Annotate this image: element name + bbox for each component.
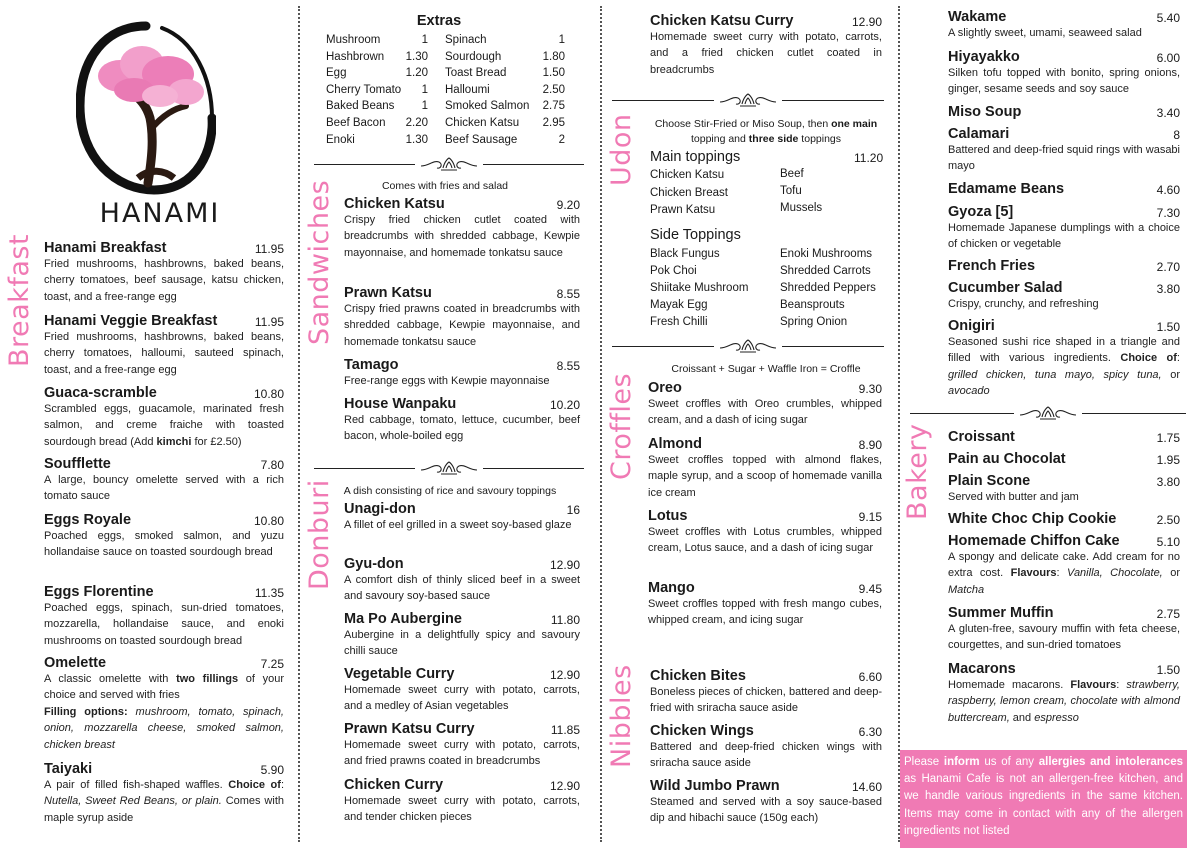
menu-item-white-choc-chip-cookie [948,511,1180,527]
item-price: 6.30 [858,725,882,739]
item-name: Plain Scone [948,473,1031,489]
item-name: Vegetable Curry [344,666,455,682]
item-price: 1.95 [1156,453,1180,467]
menu-item-soufflette [44,456,284,505]
item-desc: A slightly sweet, umami, seaweed salad [948,27,1142,39]
item-desc: Homemade sweet curry with potato, carrots, and a fried chicken cutlet coated in breadcrumbs [650,31,882,76]
item-price: 2.75 [1156,607,1180,621]
item-price: 14.60 [851,780,882,794]
croffles-note: Croissant + Sugar + Waffle Iron = Croffle [671,363,861,375]
item-desc: Seasoned sushi rice shaped in a triangle and filled with various ingredients. Choice of: grilled chicken, tuna mayo, spicy tuna, or avocado [948,336,1180,398]
item-name: Wakame [948,9,1007,25]
item-desc: Fried mushrooms, hashbrowns, baked beans, cherry tomatoes, beef sausage, katsu chicken, toast, and a free-range egg [44,258,284,303]
menu-item-homemade-chiffon-cake [948,533,1180,598]
extras-row: Cherry Tomato 1 [326,83,428,96]
item-name: Prawn Katsu Curry [344,721,475,737]
column-middle-left [300,0,600,848]
item-desc: Sweet croffles topped with almond flakes, maple syrup, and a scoop of homemade vanilla ice cream [648,454,882,499]
topping-item: Tofu [780,185,802,197]
item-price: 8.90 [858,438,882,452]
item-name: Onigiri [948,318,995,334]
menu-item-chicken-katsu [344,196,580,261]
item-name: Gyoza [5] [948,204,1014,220]
topping-item: Shredded Peppers [780,282,876,294]
menu-item-gyoza-5 [948,204,1180,253]
extras-row: Beef Bacon 2.20 [326,117,428,129]
item-price: 7.80 [260,458,284,472]
item-desc: Sweet croffles topped with fresh mango cubes, whipped cream, and icing sugar [648,598,882,627]
item-price: 16 [566,503,580,517]
item-desc: Fried mushrooms, hashbrowns, baked beans, cherry tomatoes, halloumi, sauteed spinach, toast, and a free-range egg [44,331,284,376]
menu-item-eggs-florentine [44,584,284,649]
item-name: Homemade Chiffon Cake [948,533,1120,549]
item-price: 10.80 [253,514,284,528]
item-name: Edamame Beans [948,181,1065,197]
item-name: Miso Soup [948,104,1022,120]
menu-item-wakame [948,9,1180,41]
item-name: French Fries [948,258,1036,274]
section-title-udon: Udon [606,113,637,186]
menu-item-mango [648,580,882,629]
item-price: 11.85 [550,723,580,737]
udon-main-price: 11.20 [854,151,884,165]
item-name: Hanami Breakfast [44,240,167,256]
item-price: 4.60 [1156,183,1180,197]
section-title-croffles: Croffles [606,372,637,480]
item-price: 5.10 [1156,535,1180,549]
item-price: 11.80 [550,613,580,627]
item-name: Ma Po Aubergine [344,611,462,627]
item-desc: Battered and deep-fried chicken wings with sriracha sauce aside [650,741,882,770]
extras-row: Sourdough 1.80 [445,50,565,63]
item-name: Macarons [948,661,1016,677]
item-price: 9.15 [858,510,882,524]
item-price: 3.80 [1156,475,1180,489]
item-name: Cucumber Salad [948,280,1063,296]
extras-row: Smoked Salmon 2.75 [445,100,565,113]
item-price: 2.70 [1156,260,1180,274]
menu-item-vegetable-curry [344,666,580,715]
menu-item-hanami-veggie-breakfast [44,313,284,378]
udon-side-title: Side Toppings [650,227,741,243]
item-desc: A fillet of eel grilled in a sweet soy-based glaze [344,519,572,531]
extras-row: Chicken Katsu 2.95 [445,117,565,129]
item-desc: Sweet croffles with Lotus crumbles, whipped cream, Lotus sauce, and a dash of icing sugar [648,526,882,555]
hanami-tree-logo-icon [76,18,216,198]
item-price: 1.75 [1156,431,1180,445]
item-desc: Free-range eggs with Kewpie mayonnaise [344,375,550,387]
menu-item-unagi-don [344,501,580,533]
extras-row: Baked Beans 1 [326,100,428,113]
item-price: 3.80 [1156,282,1180,296]
item-desc: A pair of filled fish-shaped waffles. Choice of: Nutella, Sweet Red Beans, or plain. Comes with maple syrup aside [44,779,284,824]
extras-title: Extras [416,13,462,29]
section-title-donburi: Donburi [304,479,335,590]
menu-item-eggs-royale [44,512,284,561]
section-title-bakery: Bakery [902,423,933,520]
extras-row: Toast Bread 1.50 [445,67,565,80]
menu-item-house-wanpaku [344,396,580,445]
menu-item-plain-scone [948,473,1180,505]
filling-options: Filling options: mushroom, tomato, spinach, onion, mozzarella cheese, smoked salmon, chicken breast [44,705,284,751]
item-desc: Silken tofu topped with bonito, spring onions, ginger, sesame seeds and soy sauce [948,67,1180,96]
item-name: Eggs Royale [44,512,132,528]
item-price: 9.20 [556,198,580,212]
item-price: 8.55 [556,359,580,373]
menu-item-miso-soup [948,104,1180,120]
menu-item-taiyaki [44,761,284,826]
topping-item: Pok Choi [650,265,697,277]
item-name: Wild Jumbo Prawn [650,778,780,794]
menu-item-guaca-scramble [44,385,284,450]
item-desc: Boneless pieces of chicken, battered and deep-fried with sriracha sauce aside [650,686,882,715]
item-price: 12.90 [549,668,580,682]
section-title-sandwiches: Sandwiches [304,179,335,345]
topping-item: Shredded Carrots [780,265,871,277]
item-name: Soufflette [44,456,111,472]
menu-item-pain-au-chocolat [948,451,1180,467]
column-breakfast [0,0,298,848]
item-name: Gyu-don [344,556,404,572]
menu-item-ma-po-aubergine [344,611,580,660]
menu-item-almond [648,436,882,501]
sandwiches-note: Comes with fries and salad [381,180,509,192]
item-price: 8 [1173,128,1180,142]
item-desc: Crispy fried chicken cutlet coated with breadcrumbs with shredded cabbage, Kewpie mayonnaise, and homemade tonkatsu sauce [344,214,580,259]
item-desc: Homemade sweet curry with potato, carrots, and fried prawns coated in breadcrumbs [344,739,580,768]
item-name: Unagi-don [344,501,416,517]
item-name: Hiyayakko [948,49,1020,65]
item-name: Chicken Bites [650,668,746,684]
ornament-icon [419,156,479,172]
item-desc: A large, bouncy omelette served with a rich tomato sauce [44,474,284,503]
topping-item: Chicken Breast [650,186,728,199]
item-name: Summer Muffin [948,605,1054,621]
item-desc: Battered and deep-fried squid rings with wasabi mayo [948,144,1180,173]
extras-row: Hashbrown 1.30 [326,50,428,63]
item-desc: Poached eggs, spinach, sun-dried tomatoes, mozzarella, hollandaise sauce, and enoki mushrooms on toasted sourdough bread [44,602,284,647]
menu-item-prawn-katsu-curry [344,721,580,770]
item-desc: Scrambled eggs, guacamole, marinated fresh salmon, and creme fraiche with toasted sourdough bread (Add kimchi for £2.50) [44,403,284,448]
ornament-icon [718,338,778,354]
item-name: Chicken Katsu Curry [650,13,794,29]
item-desc: Served with butter and jam [948,491,1079,503]
donburi-note: A dish consisting of rice and savoury toppings [343,485,557,497]
item-price: 1.50 [1156,320,1180,334]
extras-row: Egg 1.20 [326,67,428,80]
item-price: 2.50 [1156,513,1180,527]
menu-item-chicken-katsu-curry [650,13,882,78]
item-price: 6.60 [858,670,882,684]
item-desc: Crispy fried prawns coated in breadcrumbs with shredded cabbage, Kewpie mayonnaise, and homemade tonkatsu sauce [344,303,580,348]
ornament-icon [718,92,778,108]
item-desc: A classic omelette with two fillings of your choice and served with fries [44,673,284,702]
item-price: 8.55 [556,287,580,301]
menu-item-gyu-don [344,556,580,605]
item-desc: A comfort dish of thinly sliced beef in a sweet and savoury soy-based sauce [344,574,580,603]
brand-name: HANAMI [99,198,221,229]
section-title-nibbles: Nibbles [606,664,637,768]
topping-item: Spring Onion [780,316,848,328]
item-price: 9.45 [858,582,882,596]
item-desc: A gluten-free, savoury muffin with feta cheese, courgettes, and sun-dried tomatoes [948,623,1180,652]
item-name: Chicken Wings [650,723,754,739]
topping-item: Beansprouts [780,299,845,311]
item-name: Guaca-scramble [44,385,157,401]
item-price: 12.90 [549,558,580,572]
item-price: 10.80 [253,387,284,401]
item-name: Oreo [648,380,682,396]
ornament-divider [314,460,584,476]
item-price: 11.35 [254,586,284,600]
item-desc: Homemade Japanese dumplings with a choice of chicken or vegetable [948,222,1180,251]
item-price: 12.90 [549,779,580,793]
item-name: Croissant [948,429,1015,445]
ornament-divider [612,338,884,354]
item-name: Hanami Veggie Breakfast [44,313,218,329]
item-name: Tamago [344,357,399,373]
ornament-divider [910,405,1186,421]
menu-item-prawn-katsu [344,285,580,350]
ornament-divider [314,156,584,172]
item-name: White Choc Chip Cookie [948,511,1117,527]
topping-item: Mussels [780,202,823,214]
udon-main-title: Main toppings [650,149,741,165]
item-name: Chicken Curry [344,777,444,793]
menu-item-calamari [948,126,1180,175]
udon-note: Choose Stir-Fried or Miso Soup, then one main topping and three side toppings [654,118,878,145]
item-name: Prawn Katsu [344,285,432,301]
topping-item: Enoki Mushrooms [780,248,873,260]
item-price: 9.30 [858,382,882,396]
item-price: 10.20 [549,398,580,412]
item-name: House Wanpaku [344,396,457,412]
allergy-notice: Please inform us of any allergies and intolerances as Hanami Cafe is not an allergen-free kitchen, and we handle various ingredients in the same kitchen. Items may come in contact with any of the allergen ingredients not listed [900,750,1187,848]
extras-row: Beef Sausage 2 [445,133,565,146]
ornament-icon [419,460,479,476]
section-title-breakfast: Breakfast [4,233,35,367]
item-price: 6.00 [1156,51,1180,65]
menu-item-wild-jumbo-prawn [650,778,882,827]
item-name: Almond [648,436,702,452]
menu-item-croissant [948,429,1180,445]
column-right [900,0,1200,848]
menu-item-cucumber-salad [948,280,1180,312]
item-desc: Crispy, crunchy, and refreshing [948,298,1099,310]
menu-item-chicken-wings [650,723,882,772]
menu-item-onigiri [948,318,1180,400]
item-name: Eggs Florentine [44,584,154,600]
item-desc: Steamed and served with a soy sauce-based dip and hibachi sauce (150g each) [650,796,882,825]
item-desc: Red cabbage, tomato, lettuce, cucumber, beef bacon, whole-boiled egg [344,414,580,443]
item-name: Lotus [648,508,688,524]
menu-item-french-fries [948,258,1180,274]
menu-item-tamago [344,357,580,389]
item-price: 5.90 [260,763,284,777]
menu-item-summer-muffin [948,605,1180,654]
menu-item-hiyayakko [948,49,1180,98]
item-price: 1.50 [1156,663,1180,677]
topping-item: Fresh Chilli [650,316,708,328]
extras-row: Spinach 1 [445,34,565,46]
item-price: 12.90 [851,15,882,29]
item-price: 3.40 [1156,106,1180,120]
menu-item-edamame-beans [948,181,1180,197]
topping-item: Black Fungus [650,248,720,260]
menu-item-lotus [648,508,882,557]
ornament-divider [612,92,884,108]
column-middle-right [602,0,898,848]
item-price: 7.25 [260,657,284,671]
item-name: Calamari [948,126,1010,142]
menu-item-chicken-bites [650,668,882,717]
item-name: Chicken Katsu [344,196,445,212]
item-desc: Homemade sweet curry with potato, carrots, and tender chicken pieces [344,795,580,824]
item-desc: Sweet croffles with Oreo crumbles, whipped cream, and a dash of icing sugar [648,398,882,427]
extras-row: Mushroom 1 [326,34,428,46]
extras-row: Enoki 1.30 [326,133,428,146]
item-price: 5.40 [1156,11,1180,25]
extras-row: Halloumi 2.50 [445,83,565,96]
item-name: Mango [648,580,695,596]
item-price: 11.95 [254,315,284,329]
ornament-icon [1018,405,1078,421]
topping-item: Chicken Katsu [650,169,725,181]
topping-item: Mayak Egg [650,299,708,311]
item-desc: Poached eggs, smoked salmon, and yuzu hollandaise sauce on toasted sourdough bread [44,530,284,559]
item-name: Omelette [44,655,107,671]
item-price: 7.30 [1156,206,1180,220]
menu-item-oreo [648,380,882,429]
item-desc: Homemade macarons. Flavours: strawberry, raspberry, lemon cream, chocolate with almond buttercream, and espresso [948,679,1180,724]
item-name: Taiyaki [44,761,93,777]
item-desc: Homemade sweet curry with potato, carrots, and a medley of Asian vegetables [344,684,580,713]
topping-item: Beef [780,168,804,180]
item-name: Pain au Chocolat [948,451,1066,467]
item-desc: Aubergine in a delightfully spicy and savoury chilli sauce [344,629,580,658]
item-desc: A spongy and delicate cake. Add cream for no extra cost. Flavours: Vanilla, Chocolate, or Matcha [948,551,1180,596]
menu-item-macarons [948,661,1180,726]
item-price: 11.95 [254,242,284,256]
topping-item: Shiitake Mushroom [650,282,749,294]
menu-item-hanami-breakfast [44,240,284,305]
menu-item-omelette [44,655,284,753]
menu-item-chicken-curry [344,777,580,826]
topping-item: Prawn Katsu [650,204,716,216]
